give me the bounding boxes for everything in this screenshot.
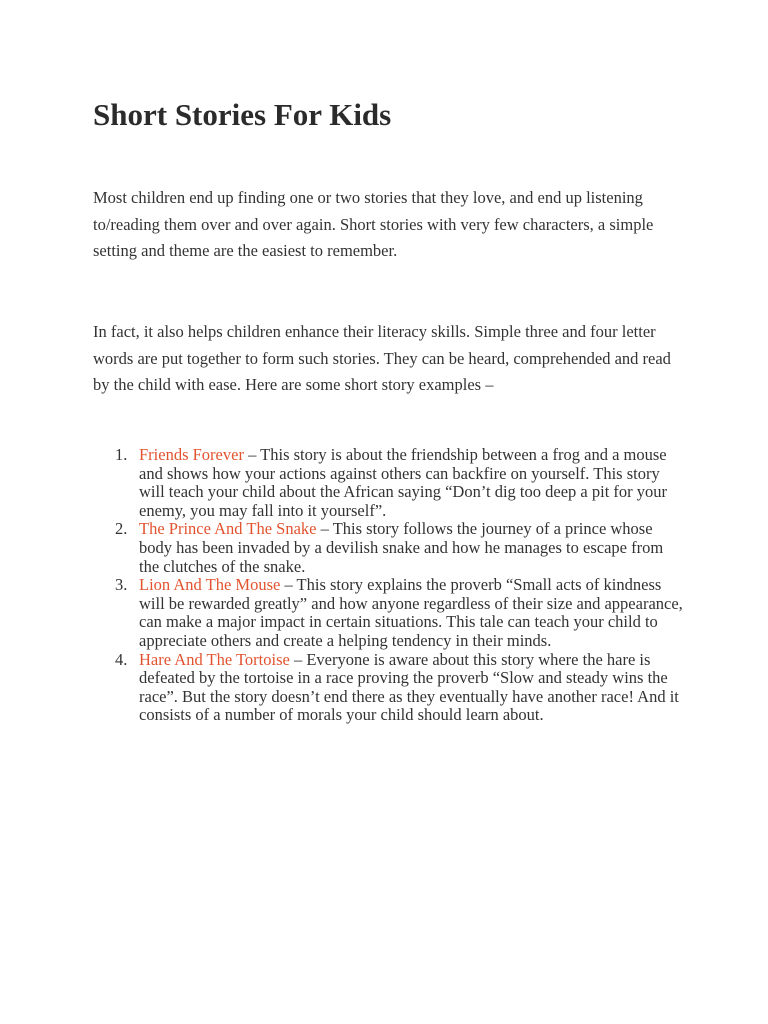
story-item-hare-and-tortoise [93,651,683,725]
story-number: 4. [115,649,128,669]
intro-paragraph: Most children end up finding one or two stories that they love, and end up listening to/reading them over and over again. Short stories with very few characters, a simple setting and theme are the easiest to remember. [93,188,654,261]
story-description: – Everyone is aware about this story where the hare is defeated by the tortoise in a race proving the proverb “Slow and steady wins the race”. But the story doesn’t end there as they eventually have another race! And it consists of a number of morals your child should learn about. [139,649,679,725]
story-item-lion-and-mouse [93,576,683,650]
story-item-friends-forever [93,446,683,520]
story-link-hare-and-tortoise[interactable]: Hare And The Tortoise [139,649,290,669]
story-link-lion-and-mouse[interactable]: Lion And The Mouse [139,575,281,595]
page-title: Short Stories For Kids [93,97,392,132]
story-description: – This story explains the proverb “Small acts of kindness will be rewarded greatly” and how anyone regardless of their size and appearance, can make a major impact in certain situations. This tale can teach your child to appreciate others and create a helping tendency in their minds. [139,575,683,650]
literacy-paragraph: In fact, it also helps children enhance their literacy skills. Simple three and four letter words are put together to form such stories. They can be heard, comprehended and read by the child with ease. Here are some short story examples – [93,322,671,395]
story-number: 1. [115,445,128,464]
story-description: – This story follows the journey of a prince whose body has been invaded by a devilish snake and how he manages to escape from the clutches of the snake. [139,519,664,576]
story-number: 3. [115,575,128,595]
story-link-prince-and-snake[interactable]: The Prince And The Snake [139,519,317,539]
story-item-prince-and-snake [93,520,683,576]
story-number: 2. [115,519,128,539]
story-description: – This story is about the friendship between a frog and a mouse and shows how your actions against others can backfire on yourself. This story will teach your child about the African saying “Don’t dig too deep a pit for your enemy, you may fall into it yourself”. [139,445,668,520]
story-link-friends-forever[interactable]: Friends Forever [139,445,244,464]
story-list [93,446,683,725]
